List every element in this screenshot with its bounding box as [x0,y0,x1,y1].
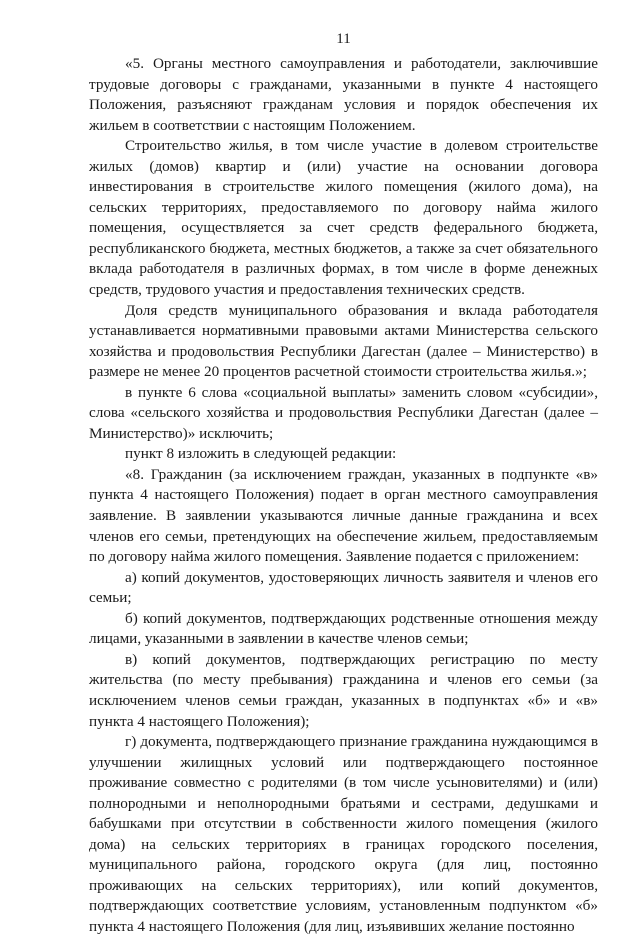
paragraph-6: «8. Гражданин (за исключением граждан, указанных в подпункте «в» пункта 4 настоящего Положения) подает в орган местного самоуправления заявление. В заявлении указываются личные данные гражданина и всех членов его семьи, претендующих на обеспечение жильем, предоставляемым по договору найма жилого помещения. Заявление подается с приложением: [89,465,598,566]
paragraph-8: б) копий документов, подтверждающих родственные отношения между лицами, указанными в заявлении в качестве членов семьи; [89,609,598,648]
paragraph-3: Доля средств муниципального образования и вклада работодателя устанавливается нормативными правовыми актами Министерства сельского хозяйства и продовольствия Республики Дагестан (далее – Министерство) в размере не менее 20 процентов расчетной стоимости строительства жилья.»; [89,301,598,381]
document-body [89,54,598,938]
paragraph-2: Строительство жилья, в том числе участие в долевом строительстве жилых (домов) квартир и (или) участие на основании договора инвестирования в строительстве жилого помещения (жилого дома), на сельских территориях, предоставляемого по договору найма жилого помещения, осуществляется за счет средств федерального бюджета, республиканского бюджета, местных бюджетов, а также за счет обязательного вклада работодателя в различных формах, в том числе в форме денежных средств, трудового участия и предоставления технических средств. [89,137,598,299]
page-number: 11 [336,31,351,47]
paragraph-7: а) копий документов, удостоверяющих личность заявителя и членов его семьи; [89,568,598,607]
paragraph-5: пункт 8 изложить в следующей редакции: [125,445,397,463]
paragraph-10: г) документа, подтверждающего признание гражданина нуждающимся в улучшении жилищных условий или подтверждающего постоянное проживание совместно с родителями (в том числе усыновителями) и (или) полнородными и неполнородными братьями и сестрами, дедушками и бабушками при отсутствии в собственности жилого помещения (жилого дома) на сельских территориях в границах городского поселения, муниципального района, городского округа (для лиц, постоянно проживающих на сельских территориях), или копий документов, подтверждающих соответствие условиям, установленным подпунктом «б» пункта 4 настоящего Положения (для лиц, изъявивших желание постоянно [89,733,598,935]
paragraph-9: в) копий документов, подтверждающих регистрацию по месту жительства (по месту пребывания) гражданина и членов его семьи (за исключением членов семьи граждан, указанных в подпунктах «б» и «в» пункта 4 настоящего Положения); [89,650,598,730]
paragraph-4: в пункте 6 слова «социальной выплаты» заменить словом «субсидии», слова «сельского хозяйства и продовольствия Республики Дагестан (далее – Министерство)» исключить; [89,383,598,442]
paragraph-1: «5. Органы местного самоуправления и работодатели, заключившие трудовые договоры с гражданами, указанными в пункте 4 настоящего Положения, разъясняют гражданам условия и порядок обеспечения их жильем в соответствии с настоящим Положением. [89,55,598,134]
